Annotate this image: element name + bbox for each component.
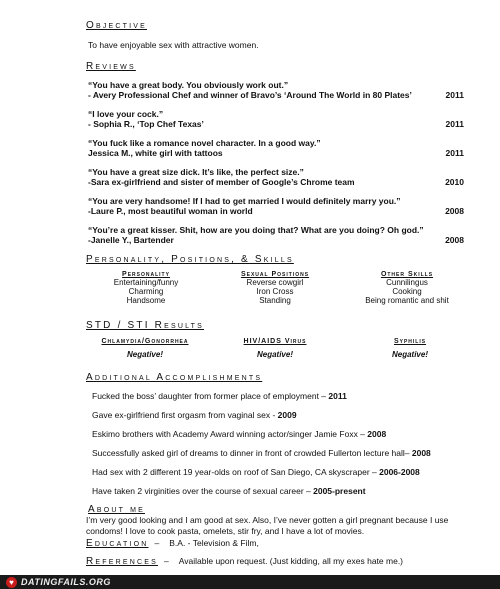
heart-icon: ♥ bbox=[6, 577, 17, 588]
about-line: I’m very good looking and I am good at sex. Also, I’ve never gotten a girl pregnant because I use bbox=[86, 515, 449, 525]
review-item bbox=[88, 225, 424, 245]
review-attribution: Jessica M., white girl with tattoos bbox=[88, 148, 223, 158]
accomplishment-year: 2005-present bbox=[313, 486, 366, 496]
references-row bbox=[86, 556, 403, 567]
skill-item: Reverse cowgirl bbox=[246, 278, 304, 287]
review-attribution: - Avery Professional Chef and winner of Bravo’s ‘Around The World in 80 Plates’ bbox=[88, 90, 412, 100]
column-title: HIV/AIDS Virus bbox=[243, 338, 307, 345]
accomplishment-item bbox=[92, 429, 386, 439]
review-year: 2011 bbox=[445, 148, 464, 158]
review-attribution: - Sophia R., ‘Top Chef Texas’ bbox=[88, 119, 204, 129]
column-title: Chlamydia/Gonorrhea bbox=[101, 338, 189, 345]
about-heading: About me bbox=[88, 504, 145, 515]
accomplishment-item bbox=[92, 410, 297, 420]
skills-column-positions bbox=[215, 271, 335, 305]
accomplishment-text: Gave ex-girlfriend first orgasm from vaginal sex - bbox=[92, 410, 278, 420]
review-year: 2011 bbox=[445, 119, 464, 129]
skills-column-personality bbox=[86, 271, 206, 305]
accomplishment-item bbox=[92, 391, 347, 401]
skill-item: Charming bbox=[128, 287, 164, 296]
accomplishment-year: 2011 bbox=[328, 391, 347, 401]
std-column-hiv bbox=[215, 338, 335, 359]
accomplishments-heading: Additional Accomplishments bbox=[86, 372, 263, 383]
review-quote: “I love your cock.” bbox=[88, 109, 164, 119]
references-heading: References bbox=[86, 556, 159, 567]
footer-brand: DATINGFAILS.ORG bbox=[21, 577, 111, 587]
accomplishment-year: 2009 bbox=[277, 410, 297, 420]
review-item bbox=[88, 167, 355, 187]
accomplishment-year: 2006-2008 bbox=[379, 467, 420, 477]
review-year: 2011 bbox=[445, 90, 464, 100]
skill-item: Entertaining/funny bbox=[113, 278, 179, 287]
review-year: 2010 bbox=[445, 177, 464, 187]
accomplishment-text: Eskimo brothers with Academy Award winning actor/singer Jamie Foxx – bbox=[92, 429, 368, 439]
accomplishment-year: 2008 bbox=[367, 429, 387, 439]
review-quote: “You are very handsome! If I had to get married I would definitely marry you.” bbox=[88, 196, 401, 206]
skill-item: Cooking bbox=[392, 287, 422, 296]
accomplishment-year: 2008 bbox=[411, 448, 431, 458]
review-attribution: -Laure P., most beautiful woman in world bbox=[88, 206, 253, 216]
column-title: Personality bbox=[122, 271, 170, 278]
references-dash: – bbox=[164, 556, 169, 566]
skills-heading: Personality, Positions, & Skills bbox=[86, 254, 294, 265]
column-title: Other Skills bbox=[380, 271, 434, 278]
skill-item: Iron Cross bbox=[256, 287, 294, 296]
review-item bbox=[88, 196, 401, 216]
education-row bbox=[86, 538, 259, 549]
accomplishment-text: Had sex with 2 different 19 year-olds on roof of San Diego, CA skyscraper – bbox=[92, 467, 380, 477]
education-dash: – bbox=[154, 538, 160, 548]
std-heading: STD / STI Results bbox=[86, 320, 205, 331]
footer-watermark bbox=[6, 576, 111, 588]
skill-item: Standing bbox=[259, 296, 291, 305]
review-item bbox=[88, 138, 321, 158]
references-text: Available upon request. (Just kidding, all my exes hate me.) bbox=[178, 556, 404, 566]
review-quote: “You have a great size dick. It’s like, the perfect size.” bbox=[88, 167, 304, 177]
review-quote: “You’re a great kisser. Shit, how are you doing that? What are you doing? Oh god.” bbox=[88, 225, 424, 235]
review-attribution: -Sara ex-girlfriend and sister of member of Google’s Chrome team bbox=[88, 177, 355, 187]
review-attribution: -Janelle Y., Bartender bbox=[88, 235, 174, 245]
std-result: Negative! bbox=[256, 350, 293, 359]
accomplishment-text: Have taken 2 virginities over the course of sexual career – bbox=[92, 486, 314, 496]
review-quote: “You fuck like a romance novel character. In a good way.” bbox=[88, 138, 321, 148]
reviews-heading: Reviews bbox=[86, 61, 136, 72]
review-year: 2008 bbox=[445, 206, 464, 216]
column-title: Sexual Positions bbox=[240, 271, 310, 278]
accomplishment-item bbox=[92, 448, 431, 458]
skills-column-other bbox=[342, 271, 472, 305]
objective-heading: Objective bbox=[86, 20, 148, 31]
review-quote: “You have a great body. You obviously work out.” bbox=[88, 80, 289, 90]
skill-item: Being romantic and shit bbox=[365, 296, 449, 305]
review-item bbox=[88, 109, 204, 129]
accomplishment-item bbox=[92, 467, 420, 477]
std-column-syphilis bbox=[350, 338, 470, 359]
about-line: condoms! I love to cook pasta, omelets, stir fry, and I have a lot of movies. bbox=[86, 526, 365, 536]
review-item bbox=[88, 80, 412, 100]
objective-text: To have enjoyable sex with attractive women. bbox=[88, 40, 259, 50]
review-year: 2008 bbox=[445, 235, 464, 245]
std-result: Negative! bbox=[391, 350, 428, 359]
skill-item: Cunnilingus bbox=[386, 278, 428, 287]
std-result: Negative! bbox=[126, 350, 163, 359]
education-heading: Education bbox=[86, 538, 149, 549]
std-column-chlamydia bbox=[80, 338, 210, 359]
accomplishment-text: Successfully asked girl of dreams to dinner in front of crowded Fullerton lecture hall– bbox=[92, 448, 412, 458]
column-title: Syphilis bbox=[393, 338, 427, 345]
accomplishment-item bbox=[92, 486, 366, 496]
education-text: B.A. - Television & Film, bbox=[169, 538, 259, 548]
accomplishment-text: Fucked the boss’ daughter from former place of employment – bbox=[92, 391, 329, 401]
skill-item: Handsome bbox=[126, 296, 166, 305]
